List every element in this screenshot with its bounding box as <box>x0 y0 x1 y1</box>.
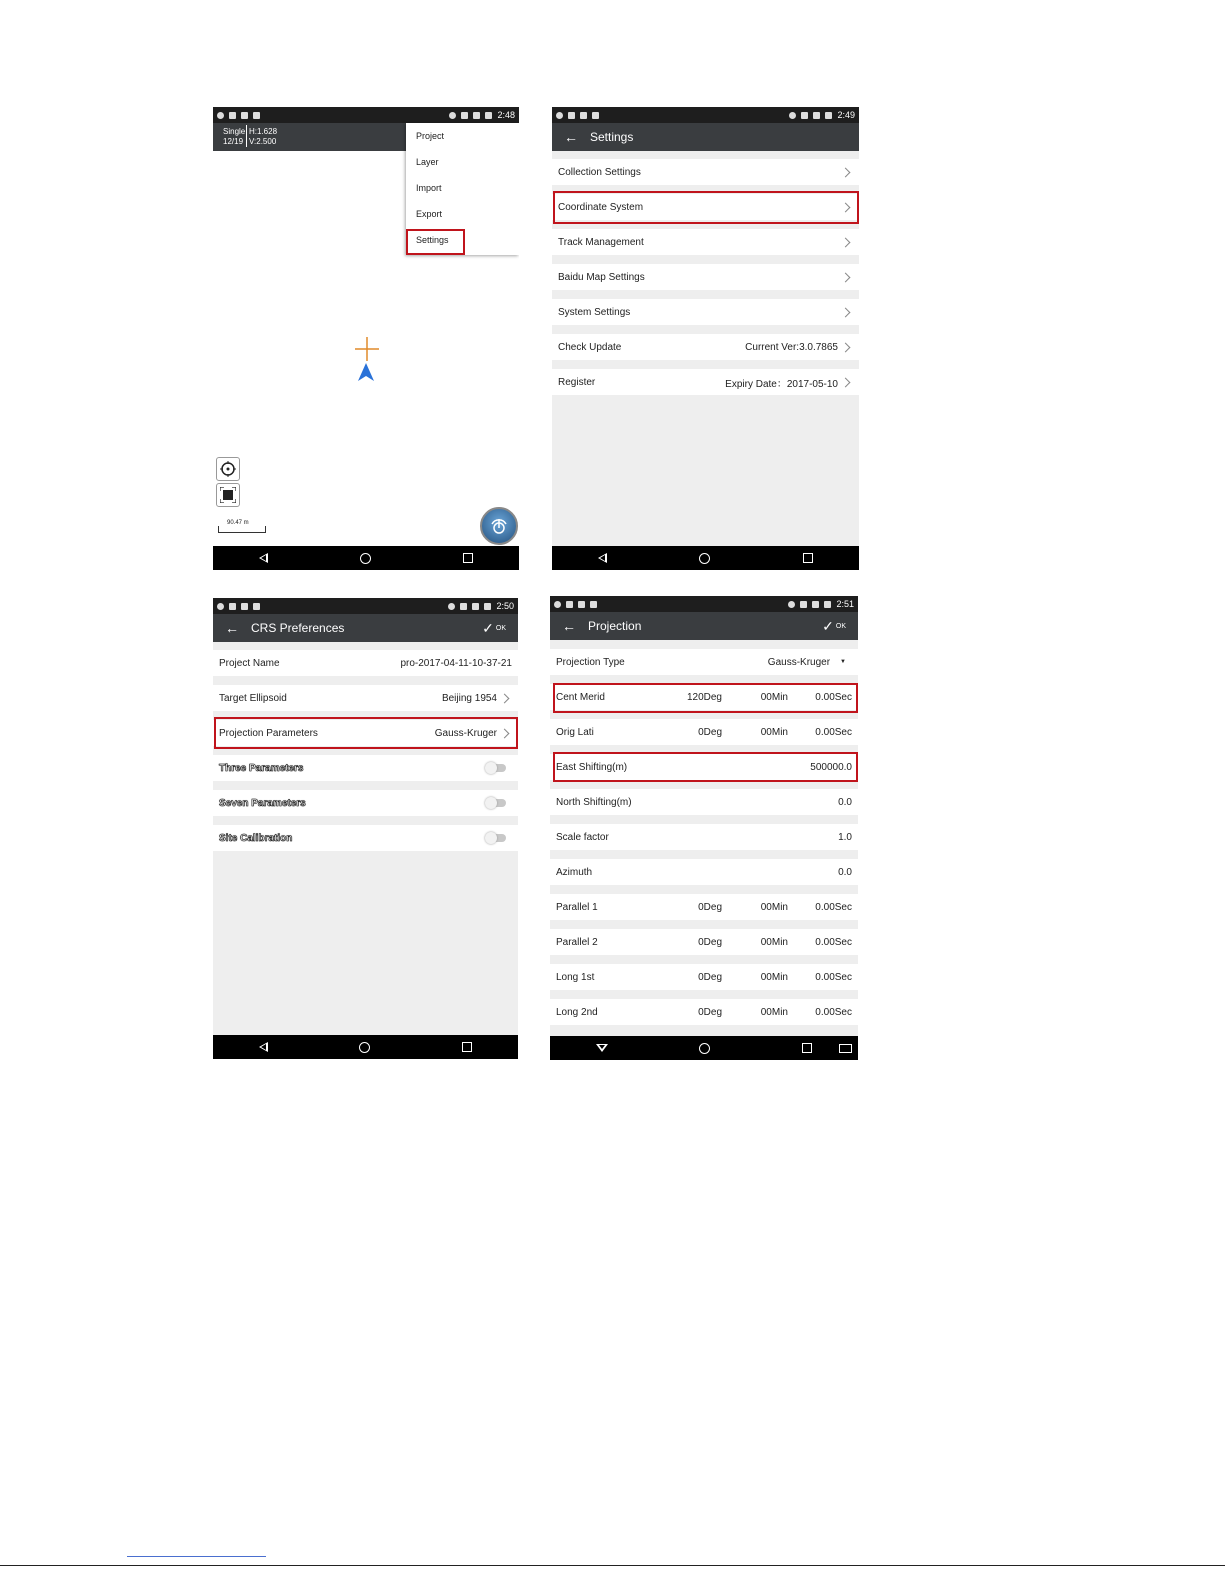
status-bar <box>550 596 858 612</box>
location-icon <box>448 603 455 610</box>
crs-row-project-name[interactable]: Project Name pro-2017-04-11-10-37-21 <box>213 650 518 676</box>
horizontal-precision: H:1.628 <box>249 127 278 136</box>
locate-icon <box>220 461 236 477</box>
chevron-right-icon <box>841 272 851 282</box>
site-calibration-toggle[interactable] <box>486 834 506 842</box>
orig-lati-sec[interactable]: 0.00Sec <box>815 726 852 738</box>
parallel-2-min[interactable]: 00Min <box>760 936 788 948</box>
long-1st-min[interactable]: 00Min <box>760 971 788 983</box>
chevron-right-icon <box>500 693 510 703</box>
crs-row-three-parameters[interactable]: Three Parameters <box>213 755 518 781</box>
projection-list <box>550 640 858 1036</box>
cent-merid-min[interactable]: 00Min <box>760 691 788 703</box>
bluetooth-icon <box>460 603 467 610</box>
scale-factor-row[interactable]: Scale factor 1.0 <box>550 824 858 850</box>
wifi-icon <box>217 603 224 610</box>
status-bar <box>213 107 519 123</box>
battery-icon <box>825 112 832 119</box>
battery-icon <box>485 112 492 119</box>
menu-item-project[interactable]: Project <box>416 131 445 141</box>
solution-status: Single <box>223 127 246 136</box>
status-bar <box>552 107 859 123</box>
navigation-bar <box>552 546 859 570</box>
vertical-precision: V:2.500 <box>249 137 277 146</box>
scale-bar <box>218 526 266 533</box>
screen-projection <box>550 596 858 1060</box>
long-2nd-deg[interactable]: 0Deg <box>698 1006 722 1018</box>
long-2nd-min[interactable]: 00Min <box>760 1006 788 1018</box>
back-arrow-icon[interactable]: ← <box>225 620 239 636</box>
highlight-coordinate-system <box>553 191 859 224</box>
long-2nd-sec[interactable]: 0.00Sec <box>815 1006 852 1018</box>
locate-button[interactable] <box>216 457 240 481</box>
recent-apps-icon[interactable] <box>463 553 473 563</box>
signal-icon <box>472 603 479 610</box>
azimuth-row[interactable]: Azimuth 0.0 <box>550 859 858 885</box>
battery-icon <box>824 601 831 608</box>
home-nav-icon[interactable] <box>699 1043 710 1054</box>
projection-type-select[interactable]: Gauss-Kruger <box>767 656 831 668</box>
settings-row-track[interactable]: Track Management <box>552 229 859 255</box>
recent-apps-icon[interactable] <box>462 1042 472 1052</box>
footnote-link-underline <box>127 1556 266 1557</box>
crs-row-target-ellipsoid[interactable]: Target Ellipsoid Beijing 1954 <box>213 685 518 711</box>
overflow-menu <box>406 123 519 255</box>
notification-icon <box>592 112 599 119</box>
notification-icon <box>253 112 260 119</box>
menu-item-export[interactable]: Export <box>416 209 443 219</box>
east-shifting-row[interactable]: East Shifting(m) 500000.0 <box>550 754 858 780</box>
orig-lati-row[interactable]: Orig Lati 0Deg 00Min 0.00Sec <box>550 719 858 745</box>
highlight-settings <box>406 229 465 255</box>
chevron-right-icon <box>841 167 851 177</box>
location-icon <box>789 112 796 119</box>
chevron-right-icon <box>841 377 851 387</box>
scale-factor-input[interactable]: 1.0 <box>838 831 852 843</box>
projection-type-row[interactable]: Projection Type Gauss-Kruger ▼ <box>550 649 858 675</box>
app-bar <box>552 123 859 151</box>
notification-icon <box>590 601 597 608</box>
ok-button[interactable]: ✓ OK <box>822 617 846 634</box>
seven-parameters-toggle[interactable] <box>486 799 506 807</box>
orig-lati-deg[interactable]: 0Deg <box>698 726 722 738</box>
long-2nd-row[interactable]: Long 2nd 0Deg 00Min 0.00Sec <box>550 999 858 1025</box>
parallel-1-deg[interactable]: 0Deg <box>698 901 722 913</box>
highlight-east-shifting <box>553 752 858 782</box>
home-nav-icon[interactable] <box>359 1042 370 1053</box>
signal-icon <box>473 112 480 119</box>
app-bar <box>550 612 858 640</box>
east-shifting-input[interactable]: 500000.0 <box>810 761 852 773</box>
long-1st-row[interactable]: Long 1st 0Deg 00Min 0.00Sec <box>550 964 858 990</box>
page-title: Settings <box>590 130 634 144</box>
signal-icon <box>812 601 819 608</box>
chevron-right-icon <box>841 237 851 247</box>
chevron-right-icon <box>841 342 851 352</box>
north-shifting-row[interactable]: North Shifting(m) 0.0 <box>550 789 858 815</box>
settings-list <box>552 151 859 546</box>
home-nav-icon[interactable] <box>699 553 710 564</box>
home-nav-icon[interactable] <box>360 553 371 564</box>
parallel-1-row[interactable]: Parallel 1 0Deg 00Min 0.00Sec <box>550 894 858 920</box>
check-icon: ✓ <box>482 619 494 636</box>
settings-row-update[interactable]: Check Update Current Ver:3.0.7865 <box>552 334 859 360</box>
page-title: Projection <box>588 619 642 633</box>
chevron-right-icon <box>841 307 851 317</box>
azimuth-input[interactable]: 0.0 <box>838 866 852 878</box>
usb-icon <box>566 601 573 608</box>
highlight-projection-parameters <box>214 717 518 749</box>
crs-row-projection-parameters[interactable]: Projection Parameters Gauss-Kruger <box>213 720 518 746</box>
wifi-icon <box>217 112 224 119</box>
battery-icon <box>484 603 491 610</box>
lock-icon <box>241 603 248 610</box>
hide-keyboard-nav-icon[interactable] <box>596 1044 608 1052</box>
recent-apps-icon[interactable] <box>802 1043 812 1053</box>
usb-icon <box>568 112 575 119</box>
status-time: 2:48 <box>497 110 515 120</box>
check-icon: ✓ <box>822 617 834 634</box>
parallel-1-min[interactable]: 00Min <box>760 901 788 913</box>
cent-merid-deg[interactable]: 120Deg <box>686 691 722 703</box>
parallel-2-sec[interactable]: 0.00Sec <box>815 936 852 948</box>
three-parameters-toggle[interactable] <box>486 764 506 772</box>
screen-settings <box>552 107 859 570</box>
location-icon <box>449 112 456 119</box>
collect-button[interactable] <box>480 507 518 545</box>
wifi-icon <box>554 601 561 608</box>
navigation-bar <box>213 546 519 570</box>
highlight-cent-merid <box>553 683 858 713</box>
settings-row-coordinate-system[interactable]: Coordinate System <box>552 194 859 220</box>
recent-apps-icon[interactable] <box>803 553 813 563</box>
back-arrow-icon[interactable]: ← <box>562 618 576 634</box>
scale-label: 90.47 m <box>227 520 249 526</box>
menu-item-settings[interactable]: Settings <box>416 235 449 245</box>
bluetooth-icon <box>801 112 808 119</box>
orig-lati-min[interactable]: 00Min <box>760 726 788 738</box>
back-nav-icon[interactable] <box>598 553 607 563</box>
dropdown-arrow-icon: ▼ <box>840 659 846 665</box>
status-time: 2:50 <box>496 601 514 611</box>
bluetooth-icon <box>461 112 468 119</box>
crs-row-seven-parameters[interactable]: Seven Parameters <box>213 790 518 816</box>
collect-icon <box>489 516 509 536</box>
cent-merid-sec[interactable]: 0.00Sec <box>815 691 852 703</box>
usb-icon <box>229 603 236 610</box>
full-extent-icon <box>220 487 236 503</box>
location-icon <box>788 601 795 608</box>
parallel-1-sec[interactable]: 0.00Sec <box>815 901 852 913</box>
settings-row-system[interactable]: System Settings <box>552 299 859 325</box>
app-bar <box>213 614 518 642</box>
page-title: CRS Preferences <box>251 621 345 635</box>
cent-merid-row[interactable]: Cent Merid 120Deg 00Min 0.00Sec <box>550 684 858 710</box>
lock-icon <box>241 112 248 119</box>
parallel-2-row[interactable]: Parallel 2 0Deg 00Min 0.00Sec <box>550 929 858 955</box>
back-nav-icon[interactable] <box>259 553 268 563</box>
back-arrow-icon[interactable]: ← <box>564 129 578 145</box>
satellite-count: 12/19 <box>223 137 244 146</box>
lock-icon <box>580 112 587 119</box>
long-1st-sec[interactable]: 0.00Sec <box>815 971 852 983</box>
keyboard-icon[interactable] <box>839 1044 852 1053</box>
status-bar <box>213 598 518 614</box>
page-bottom-rule <box>0 1565 1225 1566</box>
signal-icon <box>813 112 820 119</box>
crosshair-icon <box>354 336 380 362</box>
settings-row-collection[interactable]: Collection Settings <box>552 159 859 185</box>
long-1st-deg[interactable]: 0Deg <box>698 971 722 983</box>
crs-list <box>213 642 518 1035</box>
navigation-arrow-icon <box>358 363 374 381</box>
wifi-icon <box>556 112 563 119</box>
settings-row-register[interactable]: Register Expiry Date：2017-05-10 <box>552 369 859 395</box>
menu-item-import[interactable]: Import <box>416 183 442 193</box>
usb-icon <box>229 112 236 119</box>
full-extent-button[interactable] <box>216 483 240 507</box>
north-shifting-input[interactable]: 0.0 <box>838 796 852 808</box>
status-time: 2:51 <box>836 599 854 609</box>
settings-row-baidu[interactable]: Baidu Map Settings <box>552 264 859 290</box>
back-nav-icon[interactable] <box>259 1042 268 1052</box>
notification-icon <box>253 603 260 610</box>
ok-button[interactable]: ✓ OK <box>482 619 506 636</box>
bluetooth-icon <box>800 601 807 608</box>
crs-row-site-calibration[interactable]: Site Calibration <box>213 825 518 851</box>
screen-crs-preferences <box>213 598 518 1059</box>
navigation-bar <box>550 1036 858 1060</box>
screen-map <box>213 107 519 570</box>
navigation-bar <box>213 1035 518 1059</box>
status-time: 2:49 <box>837 110 855 120</box>
menu-item-layer[interactable]: Layer <box>416 157 439 167</box>
parallel-2-deg[interactable]: 0Deg <box>698 936 722 948</box>
lock-icon <box>578 601 585 608</box>
